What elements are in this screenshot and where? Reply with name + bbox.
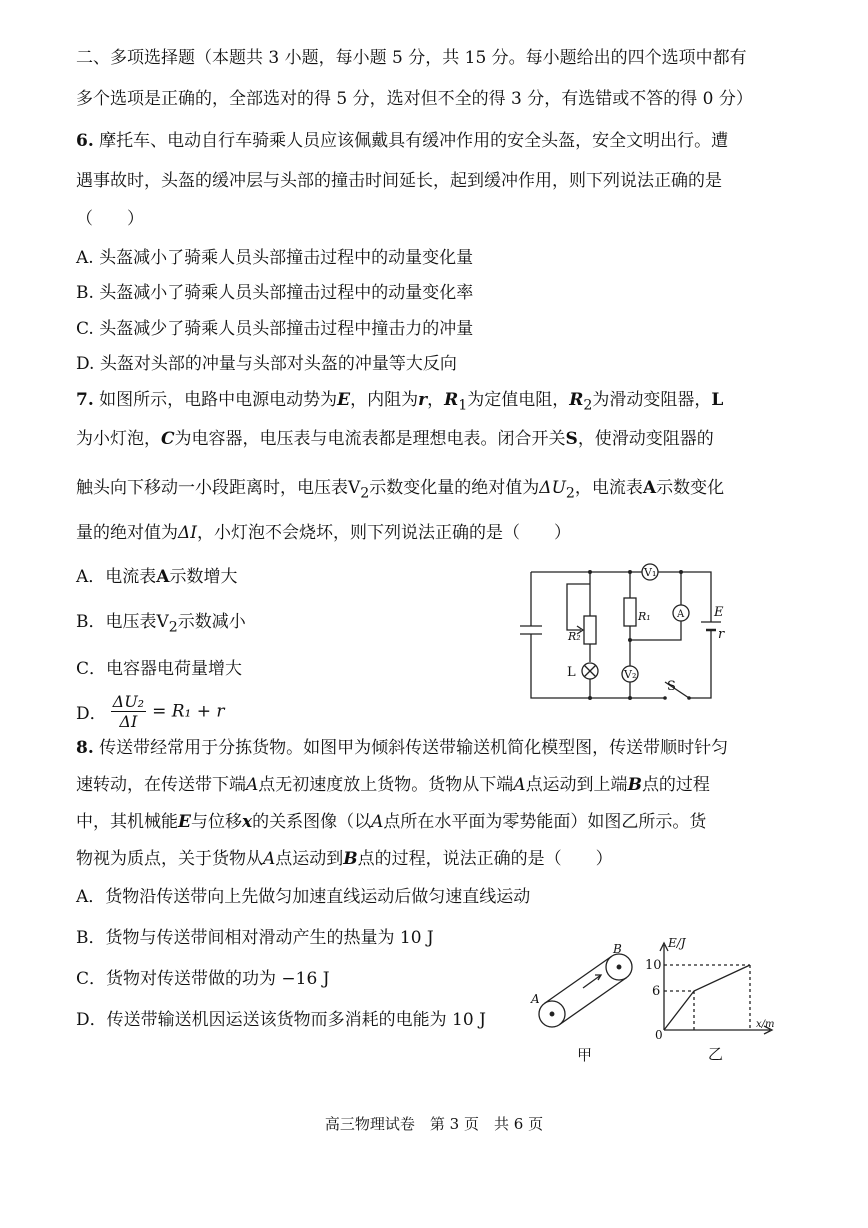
q7-frac-num: ΔU₂	[112, 692, 145, 711]
q8-conveyor-figure	[525, 943, 645, 1068]
q7-fraction	[111, 692, 146, 731]
q7-number: 7.	[76, 390, 94, 410]
q8-stem-line2	[76, 774, 710, 796]
label-v1: V₁	[644, 566, 657, 579]
q7-frac-rhs: = R₁ + r	[152, 701, 225, 722]
q6-answer-bracket: （ ）	[76, 209, 144, 229]
q7-sym-s: S	[565, 429, 578, 449]
q7-stem-line3	[76, 477, 724, 504]
q7-sym-a: A	[642, 478, 657, 498]
y-tick-10: 10	[645, 958, 662, 973]
q8-sym: B	[627, 775, 642, 795]
q8-text: 速转动，在传送带下端	[76, 775, 246, 795]
label-r: r	[718, 627, 725, 642]
q7-text: 示数变化	[656, 478, 725, 498]
energy-curve	[664, 965, 750, 1030]
q7-sym-v2: V	[348, 478, 361, 498]
q8-sym: A	[263, 849, 276, 869]
q8-option-b[interactable]: B．货物与传送带间相对滑动产生的热量为 10 J	[76, 928, 434, 948]
q7-text: 量的绝对值为	[76, 523, 178, 543]
q7-frac-den: ΔI	[119, 712, 138, 731]
q8-option-c[interactable]: C．货物对传送带做的功为 −16 J	[76, 969, 330, 989]
q8-energy-displacement-chart	[640, 935, 790, 1070]
q8-sym: E	[178, 812, 191, 832]
q8-text: 中，其机械能	[76, 812, 178, 832]
q7-option-b[interactable]	[76, 611, 246, 638]
q8-text: 点运动到	[275, 849, 344, 869]
q6-option-d[interactable]: D. 头盔对头部的冲量与头部对头盔的冲量等大反向	[76, 354, 457, 374]
q8-text: 传送带经常用于分拣货物。如图甲为倾斜传送带输送机简化模型图，传送带顺时针匀	[99, 738, 729, 758]
label-ammeter: A	[677, 609, 685, 620]
q8-text: 点的过程，说法正确的是（ ）	[357, 849, 613, 869]
q7-sym-r1: R	[444, 390, 459, 410]
q7-stem-line2	[76, 428, 714, 450]
q7-option-a[interactable]	[76, 566, 237, 588]
q7-text: 为滑动变阻器，	[592, 390, 712, 410]
q8-stem-line3	[76, 811, 706, 833]
figure-jia-label: 甲	[577, 1046, 593, 1064]
label-point-b: B	[613, 943, 622, 956]
q7-sym-r: r	[418, 390, 428, 410]
q7-text: ，使滑动变阻器的	[577, 429, 714, 449]
q6-text-1: 摩托车、电动自行车骑乘人员应该佩戴具有缓冲作用的安全头盔，安全文明出行。遭	[99, 131, 729, 151]
q7-sym-e: E	[337, 390, 351, 410]
q7-option-c[interactable]: C．电容器电荷量增大	[76, 659, 243, 679]
q8-text: 点运动到上端	[525, 775, 628, 795]
figure-yi-label: 乙	[708, 1045, 724, 1063]
x-axis-label: x/m	[756, 1019, 775, 1030]
y-tick-6: 6	[652, 984, 661, 999]
q8-sym: A	[513, 775, 526, 795]
q7-opt-text: 示数增大	[169, 567, 238, 587]
q8-sym: B	[343, 849, 358, 869]
q7-sub: 2	[583, 397, 593, 414]
q7-text: 如图所示，电路中电源电动势为	[99, 390, 338, 410]
q7-opt-text: 示数减小	[177, 612, 246, 632]
origin-label: 0	[655, 1028, 663, 1042]
q7-opt-text: B．电压表	[76, 612, 157, 632]
q7-text: ，小灯泡不会烧坏，则下列说法正确的是（ ）	[197, 523, 571, 543]
q7-text: ，电流表	[574, 478, 643, 498]
q7-sym-du2: ΔU	[539, 478, 566, 498]
q7-opt-sym: A	[156, 567, 170, 587]
q8-sym: x	[241, 812, 253, 832]
q7-stem-line4	[76, 522, 571, 544]
q6-stem-line2: 遇事故时，头盔的缓冲层与头部的撞击时间延长，起到缓冲作用，则下列说法正确的是	[76, 171, 722, 191]
q7-opt-text: A．电流表	[76, 567, 157, 587]
q7-sym-r2: R	[569, 390, 584, 410]
q7-text: 为小灯泡，	[76, 429, 161, 449]
label-e: E	[714, 605, 724, 620]
q7-opt-sub: 2	[168, 619, 178, 636]
q8-sym: A	[371, 812, 384, 832]
q7-stem-line1	[76, 389, 723, 416]
q7-circuit-diagram	[515, 560, 730, 705]
q8-text: 物视为质点，关于货物从	[76, 849, 263, 869]
label-r1: R₁	[638, 610, 651, 623]
q6-option-c[interactable]: C. 头盔减少了骑乘人员头部撞击过程中撞击力的冲量	[76, 319, 474, 339]
q7-text: ，内阻为	[350, 390, 419, 410]
q7-text: 示数变化量的绝对值为	[369, 478, 540, 498]
y-axis-label: E/J	[668, 936, 686, 950]
q7-sym-di: ΔI	[178, 523, 197, 543]
q7-text: 触头向下移动一小段距离时，电压表	[76, 478, 348, 498]
label-v2: V₂	[624, 668, 637, 681]
q8-option-d[interactable]: D．传送带输送机因运送该货物而多消耗的电能为 10 J	[76, 1010, 486, 1030]
label-point-a: A	[531, 992, 540, 1006]
q7-text: ，	[427, 390, 445, 410]
q8-stem-line1	[76, 737, 728, 759]
q7-opt-label: D．	[76, 704, 107, 724]
q7-text: 为电容器，电压表与电流表都是理想电表。闭合开关	[174, 429, 566, 449]
q6-option-a[interactable]: A. 头盔减小了骑乘人员头部撞击过程中的动量变化量	[76, 248, 474, 268]
q7-sub: 2	[565, 485, 575, 502]
q8-text: 的关系图像（以	[252, 812, 372, 832]
q7-sym-l: L	[711, 390, 724, 410]
q6-option-b[interactable]: B. 头盔减小了骑乘人员头部撞击过程中的动量变化率	[76, 283, 474, 303]
q7-sub: 1	[458, 397, 468, 414]
q7-sub: 2	[360, 485, 370, 502]
q8-sym: A	[246, 775, 259, 795]
q6-number: 6.	[76, 131, 94, 151]
q8-number: 8.	[76, 738, 94, 758]
q8-text: 点的过程	[641, 775, 710, 795]
q8-text: 点无初速度放上货物。货物从下端	[258, 775, 514, 795]
q8-text: 点所在水平面为零势能面）如图乙所示。货	[383, 812, 707, 832]
q8-option-a[interactable]: A．货物沿传送带向上先做匀加速直线运动后做匀速直线运动	[76, 887, 531, 907]
q7-opt-sym: V	[156, 612, 169, 632]
q7-option-d[interactable]	[76, 692, 225, 731]
q8-text: 与位移	[190, 812, 242, 832]
label-lamp: L	[567, 665, 576, 680]
label-switch: S	[667, 679, 676, 694]
page-footer: 高三物理试卷 第 3 页 共 6 页	[324, 1115, 544, 1133]
q8-stem-line4	[76, 848, 613, 870]
q7-text: 为定值电阻，	[467, 390, 570, 410]
label-r2: R₂	[568, 630, 581, 643]
section-heading-line2: 多个选项是正确的，全部选对的得 5 分，选对但不全的得 3 分，有选错或不答的得 0 分）	[76, 89, 753, 109]
section-heading-line1: 二、多项选择题（本题共 3 小题，每小题 5 分，共 15 分。每小题给出的四个选项中都有	[76, 48, 747, 68]
q7-sym-c: C	[161, 429, 175, 449]
q6-stem-line1	[76, 130, 728, 152]
